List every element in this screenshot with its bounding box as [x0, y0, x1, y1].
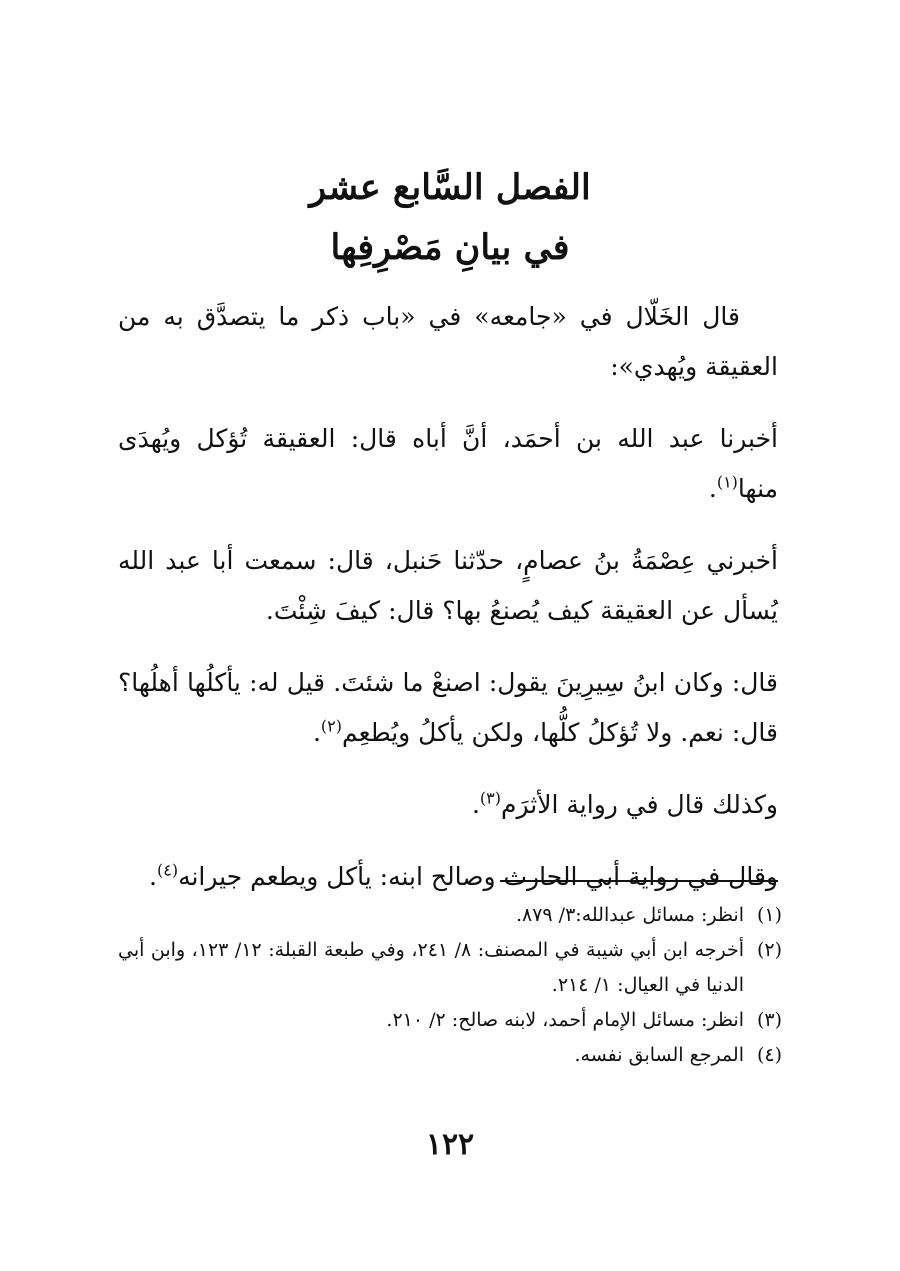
footnote-2 [118, 933, 782, 1003]
footnote-ref-3: (٣) [479, 788, 502, 808]
paragraph-2: أخبرنا عبد الله بن أحمَد، أنَّ أباه قال: العقيقة تُؤكل ويُهدَى منها$^{(١)}$. [118, 424, 778, 503]
footnote-number: (٢) [756, 939, 782, 961]
chapter-title-line-1: الفصل السَّابع عشر [309, 167, 591, 208]
footnote-ref-4: (٤) [156, 860, 179, 880]
footnote-ref-1: (١) [716, 472, 738, 492]
footnote-number: (٤) [756, 1044, 782, 1066]
chapter-heading [0, 158, 900, 278]
paragraph-3: أخبرني عِصْمَةُ بنُ عصامٍ، حدّثنا حَنبل، قال: سمعت أبا عبد الله يُسأل عن العقيقة كيف يُصنعُ بها؟ قال: كيفَ شِئْتَ. [118, 546, 778, 625]
page-number: ١٢٢ [425, 1127, 475, 1162]
footnote-divider [500, 880, 778, 882]
main-text [118, 292, 778, 924]
footnote-text: انظر: مسائل عبدالله:٣/ ٨٧٩. [515, 904, 744, 926]
footnote-text: انظر: مسائل الإمام أحمد، لابنه صالح: ٢/ ٢١٠. [386, 1009, 744, 1031]
footnote-text: المرجع السابق نفسه. [574, 1044, 744, 1066]
paragraph-4: قال: وكان ابنُ سِيرِينَ يقول: اصنعْ ما شئتَ. قيل له: يأكلُها أهلُها؟ قال: نعم. ولا تُؤكلُ كلُّها، ولكن يأكلُ ويُطعِم$^{(٢)}$. [118, 668, 778, 747]
footnote-number: (١) [756, 904, 782, 926]
paragraph-6: وقال في رواية أبي الحارث وصالح ابنه: يأكل ويطعم جيرانه$^{(٤)}$. [149, 860, 778, 891]
footnote-3 [118, 1003, 782, 1038]
footnote-text: أخرجه ابن أبي شيبة في المصنف: ٨/ ٢٤١، وفي طبعة القبلة: ١٢/ ١٢٣، وابن أبي الدنيا في العيال: ١/ ٢١٤. [118, 939, 745, 996]
footnote-ref-2: (٢) [320, 716, 342, 736]
footnotes-section [118, 898, 782, 1073]
paragraph-5: وكذلك قال في رواية الأثرَم$^{(٣)}$. [471, 788, 778, 819]
paragraph-1: قال الخَلّال في «جامعه» في «باب ذكر ما يتصدَّق به من العقيقة ويُهدي»: [118, 302, 778, 381]
footnote-number: (٣) [756, 1009, 782, 1031]
chapter-title-line-2: في بيانِ مَصْرِفِها [330, 227, 570, 268]
footnote-1 [118, 898, 782, 933]
footnote-4 [118, 1038, 782, 1073]
